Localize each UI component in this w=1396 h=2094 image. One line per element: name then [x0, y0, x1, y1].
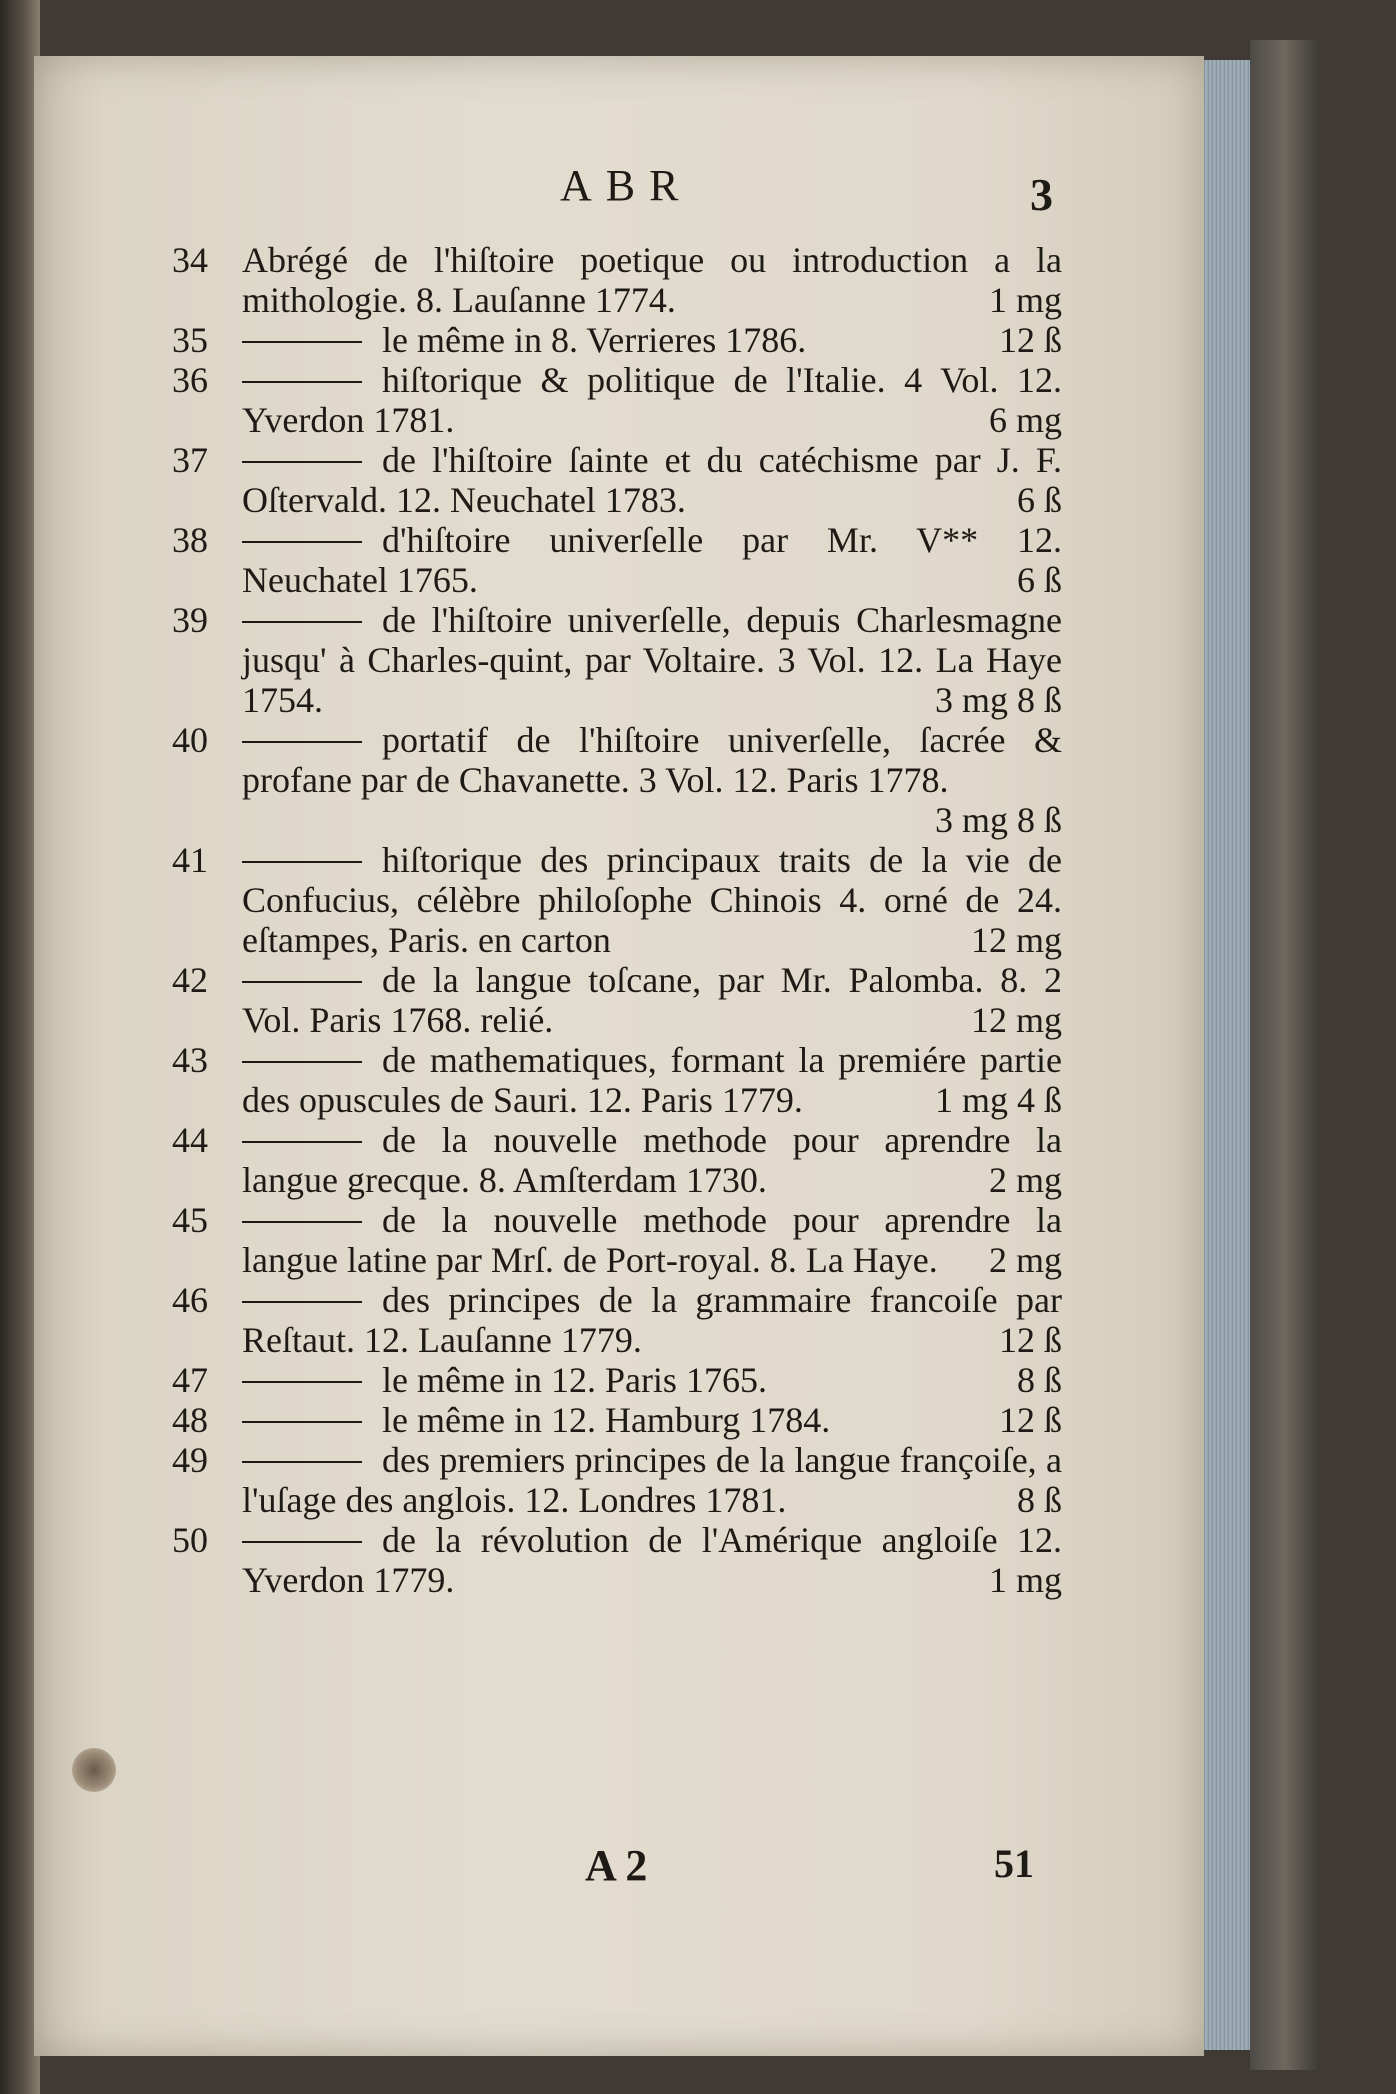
catalogue-entry	[172, 440, 1062, 520]
entry-text: de l'hiſtoire univerſelle, depuis Charlesmagne jusqu' à Charles-quint, par Voltaire. 3 Vol. 12. La Haye 1754.	[242, 600, 1062, 720]
entry-number: 49	[172, 1440, 208, 1480]
entry-number: 40	[172, 720, 208, 760]
ditto-dash	[242, 1461, 362, 1463]
entry-text: hiſtorique & politique de l'Italie. 4 Vol. 12. Yverdon 1781.	[242, 360, 1062, 440]
ditto-dash	[242, 341, 362, 343]
entry-price: 12 ß	[999, 1320, 1062, 1360]
entry-number: 44	[172, 1120, 208, 1160]
entry-price: 6 ß	[1017, 560, 1062, 600]
catalogue-entry	[172, 1440, 1062, 1520]
entry-price: 8 ß	[1017, 1480, 1062, 1520]
ditto-dash	[242, 981, 362, 983]
entry-price: 12 ß	[999, 320, 1062, 360]
entry-price: 1 mg 4 ß	[934, 1080, 1062, 1120]
catalogue-entry	[172, 1400, 1062, 1440]
entry-text: de la nouvelle methode pour aprendre la langue latine par Mrſ. de Port-royal. 8. La Haye.	[242, 1200, 1062, 1280]
ditto-dash	[242, 741, 362, 743]
catalogue-entry	[172, 320, 1062, 360]
entry-number: 46	[172, 1280, 208, 1320]
ditto-dash	[242, 861, 362, 863]
entry-text: le même in 12. Hamburg 1784.	[382, 1400, 831, 1440]
catalogue-entry	[172, 1280, 1062, 1360]
entry-price: 6 mg	[988, 400, 1062, 440]
ditto-dash	[242, 1141, 362, 1143]
entry-price: 8 ß	[1017, 1360, 1062, 1400]
ditto-dash	[242, 1381, 362, 1383]
entry-price: 12 ß	[999, 1400, 1062, 1440]
entry-number: 47	[172, 1360, 208, 1400]
ditto-dash	[242, 461, 362, 463]
entry-price: 12 mg	[970, 920, 1062, 960]
entry-price: 3 mg 8 ß	[934, 680, 1062, 720]
catalogue-entry	[172, 1360, 1062, 1400]
catalogue-entry	[172, 960, 1062, 1040]
entry-number: 39	[172, 600, 208, 640]
catalogue-entry	[172, 1040, 1062, 1120]
catch-number: 51	[994, 1841, 1034, 1886]
entry-price: 6 ß	[1017, 480, 1062, 520]
ditto-dash	[242, 1221, 362, 1223]
catalogue-entry	[172, 600, 1062, 720]
entry-text: Abrégé de l'hiſtoire poetique ou introduction a la mithologie. 8. Lauſanne 1774.	[242, 240, 1062, 320]
catalogue-entry	[172, 1520, 1062, 1600]
ditto-dash	[242, 621, 362, 623]
ditto-dash	[242, 1301, 362, 1303]
catalogue-entry	[172, 840, 1062, 960]
entry-number: 43	[172, 1040, 208, 1080]
entry-text: de l'hiſtoire ſainte et du catéchisme par J. F. Oſtervald. 12. Neuchatel 1783.	[242, 440, 1062, 520]
entry-text: de la langue toſcane, par Mr. Palomba. 8. 2 Vol. Paris 1768. relié.	[242, 960, 1062, 1040]
book-cover-edge	[1250, 40, 1320, 2070]
entry-price: 12 mg	[970, 1000, 1062, 1040]
entry-number: 42	[172, 960, 208, 1000]
entry-number: 37	[172, 440, 208, 480]
entry-number: 36	[172, 360, 208, 400]
entry-text: des principes de la grammaire francoiſe par Reſtaut. 12. Lauſanne 1779.	[242, 1280, 1062, 1360]
entry-text: hiſtorique des principaux traits de la vie de Confucius, célèbre philoſophe Chinois 4. orné de 24. eſtampes, Paris. en carton	[242, 840, 1062, 960]
ditto-dash	[242, 1541, 362, 1543]
entry-text: des premiers principes de la langue françoiſe, a l'uſage des anglois. 12. Londres 1781.	[242, 1440, 1062, 1520]
entry-number: 38	[172, 520, 208, 560]
ditto-dash	[242, 1061, 362, 1063]
entry-number: 45	[172, 1200, 208, 1240]
catalogue-entry	[172, 1200, 1062, 1280]
ditto-dash	[242, 1421, 362, 1423]
catalogue-entry	[172, 720, 1062, 840]
entry-text: d'hiſtoire univerſelle par Mr. V** 12. Neuchatel 1765.	[242, 520, 1062, 600]
entry-number: 34	[172, 240, 208, 280]
entry-number: 35	[172, 320, 208, 360]
ink-stain	[72, 1748, 116, 1792]
entry-price: 1 mg	[988, 1560, 1062, 1600]
catalogue-entry	[172, 1120, 1062, 1200]
entry-price: 2 mg	[988, 1160, 1062, 1200]
signature-mark: A 2	[585, 1841, 648, 1890]
ditto-dash	[242, 541, 362, 543]
entry-price: 2 mg	[988, 1240, 1062, 1280]
entry-price: 3 mg 8 ß	[934, 800, 1062, 840]
page-number: 3	[1030, 169, 1053, 220]
page-block-edge	[1204, 60, 1250, 2050]
entry-price: 1 mg	[988, 280, 1062, 320]
catalogue-entry	[172, 360, 1062, 440]
entry-number: 41	[172, 840, 208, 880]
entry-text: de la révolution de l'Amérique angloiſe 12. Yverdon 1779.	[242, 1520, 1062, 1600]
entry-text: de mathematiques, formant la premiére partie des opuscules de Sauri. 12. Paris 1779.	[242, 1040, 1062, 1120]
catalogue-entry	[172, 240, 1062, 320]
ditto-dash	[242, 381, 362, 383]
entry-text: le même in 8. Verrieres 1786.	[382, 320, 807, 360]
running-head: ABR	[560, 161, 693, 210]
entry-number: 50	[172, 1520, 208, 1560]
catalogue-entry	[172, 520, 1062, 600]
entry-text: de la nouvelle methode pour aprendre la langue grecque. 8. Amſterdam 1730.	[242, 1120, 1062, 1200]
catalogue-entries	[172, 240, 1062, 1600]
entry-text: portatif de l'hiſtoire univerſelle, ſacrée & profane par de Chavanette. 3 Vol. 12. Paris 1778.	[242, 720, 1062, 800]
entry-number: 48	[172, 1400, 208, 1440]
entry-text: le même in 12. Paris 1765.	[382, 1360, 767, 1400]
